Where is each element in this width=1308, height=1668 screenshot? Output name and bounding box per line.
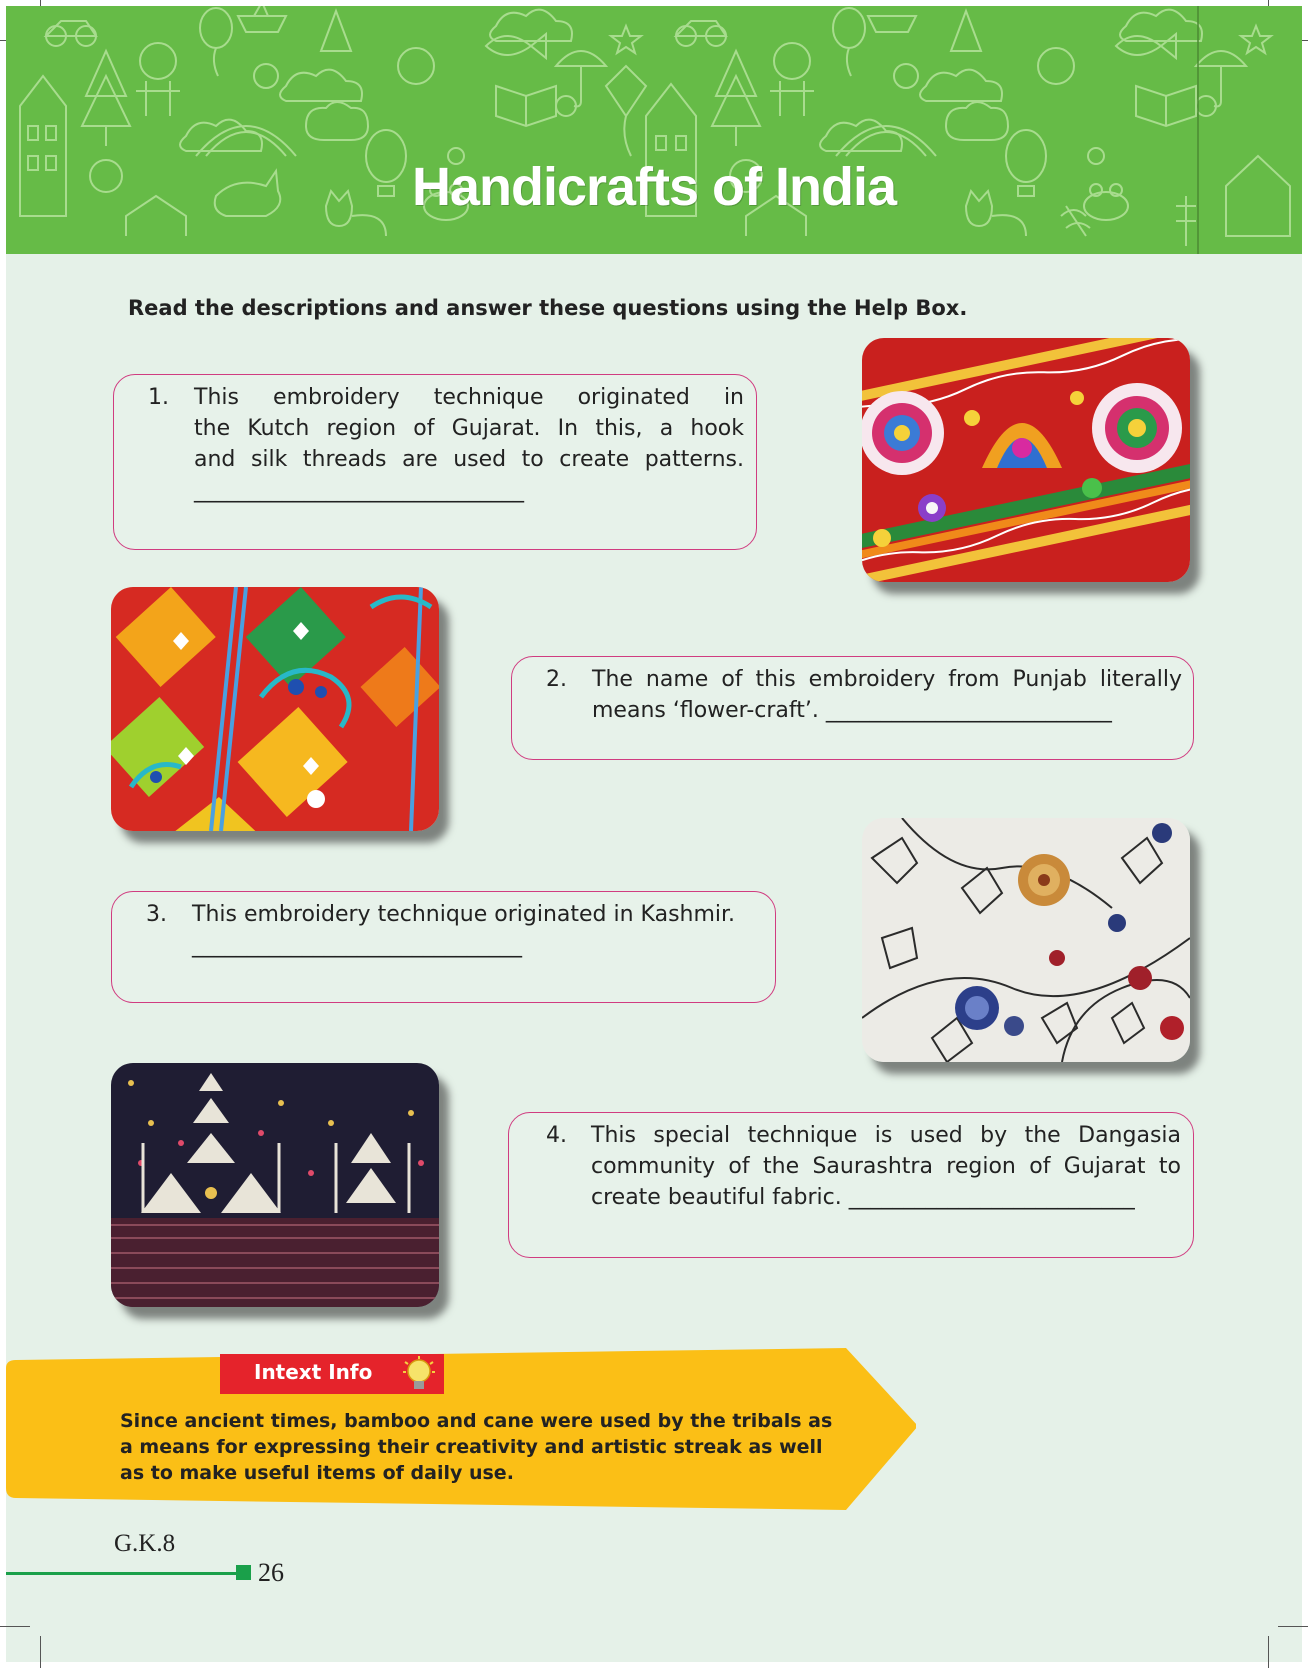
question-4-number: 4. (546, 1123, 567, 1148)
question-3-number: 3. (146, 902, 167, 927)
footer-square (236, 1565, 251, 1580)
question-2-box (511, 656, 1194, 760)
kutch-embroidery-photo (862, 338, 1190, 582)
question-3-text (192, 899, 767, 961)
lightbulb-icon (402, 1356, 436, 1392)
page-title: Handicrafts of India (411, 157, 897, 217)
question-4-tail: create beautiful fabric. (591, 1185, 842, 1210)
question-3-box (111, 891, 776, 1003)
question-4-last-line (591, 1182, 1181, 1213)
question-1-text (194, 382, 744, 506)
footer-rule (6, 1572, 240, 1575)
crop-mark (1278, 1626, 1308, 1627)
phulkari-photo (111, 587, 439, 831)
question-2-tail: means ‘flower-craft’. (592, 698, 819, 723)
crop-mark (1268, 1636, 1269, 1668)
question-4-line: community of the Saurashtra region of Gujarat to (591, 1154, 1181, 1179)
answer-blank[interactable]: __________________________ (848, 1185, 1135, 1210)
answer-blank[interactable]: __________________________ (825, 698, 1112, 723)
answer-blank[interactable]: ______________________________ (194, 478, 524, 503)
question-2-number: 2. (546, 667, 567, 692)
intext-info-label: Intext Info (254, 1360, 373, 1384)
question-4-text (591, 1120, 1181, 1213)
book-code: G.K.8 (114, 1530, 176, 1557)
question-4-box (508, 1112, 1194, 1258)
question-1-box (113, 374, 757, 550)
instruction-text: Read the descriptions and answer these questions using the Help Box. (128, 296, 968, 320)
question-1-line: the Kutch region of Gujarat. In this, a hook (194, 416, 744, 441)
question-1-line: and silk threads are used to create patterns. (194, 447, 744, 472)
header-banner (6, 6, 1302, 254)
question-3-line: This embroidery technique originated in Kashmir. (192, 902, 736, 927)
question-2-line: The name of this embroidery from Punjab literally (592, 667, 1182, 692)
question-4-line: This special technique is used by the Dangasia (591, 1123, 1181, 1148)
question-1-number: 1. (148, 385, 169, 410)
answer-blank[interactable]: ______________________________ (192, 933, 522, 958)
question-2-last-line (592, 695, 1182, 726)
crop-mark (40, 1636, 41, 1668)
crop-mark (0, 1626, 30, 1627)
page-number: 26 (258, 1558, 284, 1587)
intext-info-body: Since ancient times, bamboo and cane were used by the tribals as a means for expressing their creativity and artistic streak as well as to make useful items of daily use. (120, 1410, 833, 1484)
question-2-text (592, 664, 1182, 726)
question-1-line: This embroidery technique originated in (194, 385, 744, 410)
intext-info-tag (220, 1354, 444, 1394)
kashmiri-embroidery-photo (862, 818, 1190, 1062)
tangaliya-weave-photo (111, 1063, 439, 1307)
